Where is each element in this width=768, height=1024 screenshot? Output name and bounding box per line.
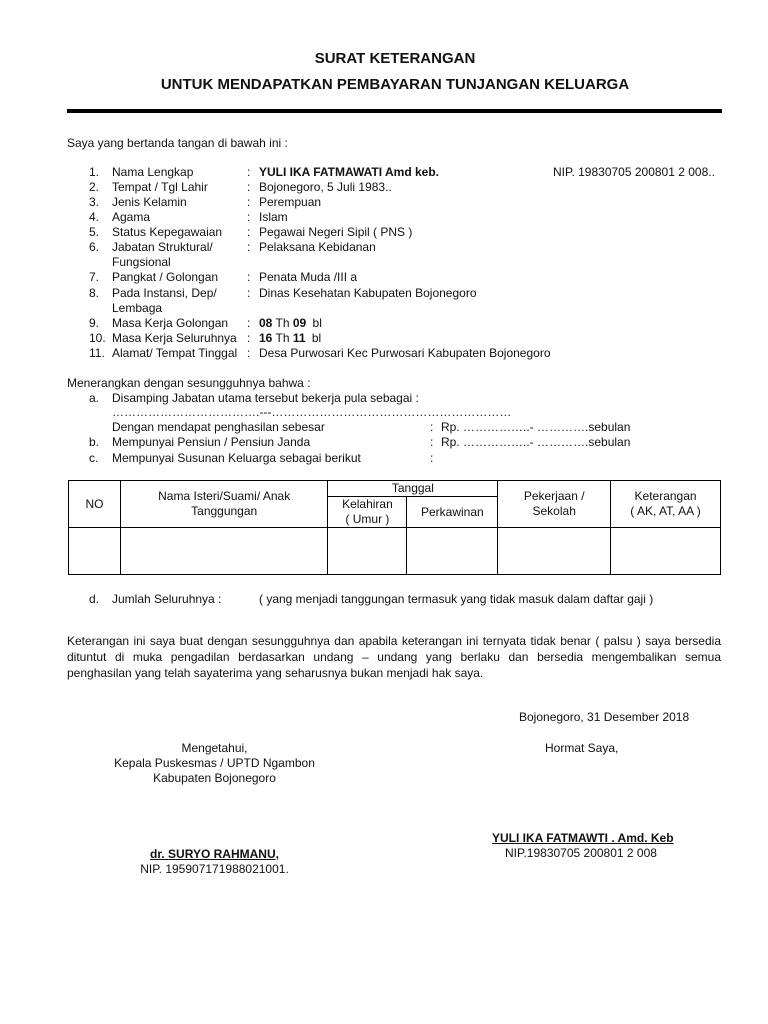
tenure-years: 16 [259, 331, 273, 345]
field-label: Alamat/ Tempat Tinggal [112, 346, 238, 360]
table-row [69, 528, 721, 575]
total-note: ( yang menjadi tanggungan termasuk yang tidak masuk dalam daftar gaji ) [259, 592, 654, 606]
table-cell [69, 528, 121, 575]
field-colon: : [247, 270, 251, 284]
tenure-months-unit: bl [311, 331, 322, 345]
acknowledged-label: Mengetahui, [181, 741, 248, 755]
field-colon: : [247, 210, 251, 224]
respect-label: Hormat Saya, [545, 741, 619, 755]
field-colon: : [247, 180, 251, 194]
col-kelahiran [328, 497, 407, 528]
field-label: Masa Kerja Seluruhnya [112, 331, 237, 345]
pension-value: Rp. ……………..- ………….sebulan [441, 435, 631, 449]
table-cell [120, 528, 328, 575]
field-number: 7. [89, 270, 100, 284]
item-d-letter: d. [89, 592, 100, 606]
tenure-months: 11 [292, 331, 306, 345]
col-keterangan [611, 481, 721, 528]
field-label: Tempat / Tgl Lahir [112, 180, 208, 194]
field-colon: : [247, 195, 251, 209]
head-region: Kabupaten Bojonegoro [153, 771, 276, 785]
field-number: 8. [89, 286, 100, 300]
left-signer-name: dr. SURYO RAHMANU, [150, 847, 279, 861]
statement-lead: Menerangkan dengan sesungguhnya bahwa : [67, 376, 311, 390]
field-nip: NIP. 19830705 200801 2 008.. [553, 165, 715, 179]
table-cell [498, 528, 611, 575]
field-label: Agama [112, 210, 151, 224]
field-label: Pada Instansi, Dep/ [112, 286, 217, 300]
field-value: Desa Purwosari Kec Purwosari Kabupaten Bojonegoro [259, 346, 551, 360]
field-value: Pelaksana Kebidanan [259, 240, 376, 254]
col-keterangan-line1: Keterangan [634, 489, 697, 503]
col-name [120, 481, 328, 528]
field-number: 9. [89, 316, 100, 330]
col-keterangan-line2: ( AK, AT, AA ) [630, 504, 701, 518]
document-subtitle: UNTUK MENDAPATKAN PEMBAYARAN TUNJANGAN KELUARGA [160, 76, 630, 93]
tenure-years-unit: Th [275, 331, 290, 345]
table-cell [611, 528, 721, 575]
field-number: 6. [89, 240, 100, 254]
col-pekerjaan [498, 481, 611, 528]
field-number: 5. [89, 225, 100, 239]
col-kelahiran-line2: ( Umur ) [345, 512, 390, 526]
intro-text: Saya yang bertanda tangan di bawah ini : [67, 136, 288, 150]
col-no: NO [69, 481, 121, 528]
field-colon: : [247, 225, 251, 239]
item-a-text: Disamping Jabatan utama tersebut bekerja pula sebagai : [112, 391, 419, 405]
field-value: Bojonegoro, 5 Juli 1983.. [259, 180, 392, 194]
field-label: Jabatan Struktural/ [112, 240, 213, 254]
table-cell [407, 528, 498, 575]
field-colon: : [247, 286, 251, 300]
col-pekerjaan-line2: Sekolah [532, 504, 576, 518]
left-signer-nip: NIP. 195907171988021001. [140, 862, 289, 876]
item-a-letter: a. [89, 391, 100, 405]
head-position: Kepala Puskesmas / UPTD Ngambon [114, 756, 315, 770]
item-b-text: Mempunyai Pensiun / Pensiun Janda [112, 435, 311, 449]
header-rule [67, 109, 722, 113]
income-label: Dengan mendapat penghasilan sebesar [112, 420, 325, 434]
field-value-tenure [259, 331, 321, 345]
col-kelahiran-line1: Kelahiran [342, 497, 393, 511]
tenure-months-unit: bl [312, 316, 322, 330]
item-b-letter: b. [89, 435, 100, 449]
field-label-cont: Lembaga [112, 301, 163, 315]
table-cell [328, 528, 407, 575]
field-number: 2. [89, 180, 100, 194]
table-header-row [69, 481, 721, 497]
pension-colon: : [430, 435, 434, 449]
family-table [68, 480, 721, 575]
place-date: Bojonegoro, 31 Desember 2018 [519, 710, 690, 724]
field-colon: : [247, 316, 251, 330]
field-value: Pegawai Negeri Sipil ( PNS ) [259, 225, 413, 239]
right-signer-nip: NIP.19830705 200801 2 008 [505, 846, 657, 860]
item-a-dots: ……………………………….---…………………………………………………… [112, 405, 512, 419]
col-name-line2: Tanggungan [191, 504, 258, 518]
field-label: Pangkat / Golongan [112, 270, 219, 284]
field-label: Nama Lengkap [112, 165, 194, 179]
field-label: Jenis Kelamin [112, 195, 187, 209]
closing-line-3: penghasilan yang telah sayaterima yang seharusnya bukan menjadi hak saya. [67, 666, 484, 680]
total-label: Jumlah Seluruhnya : [112, 592, 222, 606]
document-title: SURAT KETERANGAN [314, 50, 476, 67]
field-label-cont: Fungsional [112, 255, 171, 269]
field-number: 10. [89, 331, 106, 345]
item-c-text: Mempunyai Susunan Keluarga sebagai berikut [112, 451, 361, 465]
field-number: 11. [89, 346, 105, 360]
closing-line-2: dituntut di muka pengadilan berdasarkan undang – undang yang berlaku dan bersedia mengembalikan semua [67, 650, 721, 664]
field-number: 3. [89, 195, 100, 209]
field-colon: : [247, 331, 251, 345]
family-colon: : [430, 451, 434, 465]
field-value: Perempuan [259, 195, 322, 209]
col-pekerjaan-line1: Pekerjaan / [523, 489, 585, 503]
income-value: Rp. ……………..- ………….sebulan [441, 420, 631, 434]
field-value: Islam [259, 210, 288, 224]
field-colon: : [247, 240, 251, 254]
income-colon: : [430, 420, 434, 434]
tenure-years-unit: Th [275, 316, 290, 330]
item-c-letter: c. [89, 451, 99, 465]
field-number: 4. [89, 210, 100, 224]
right-signer-name: YULI IKA FATMAWTI . Amd. Keb [492, 831, 674, 845]
field-value-tenure [259, 316, 322, 330]
col-perkawinan: Perkawinan [407, 497, 498, 528]
col-name-line1: Nama Isteri/Suami/ Anak [158, 489, 291, 503]
col-tanggal: Tanggal [328, 481, 498, 497]
field-value: Penata Muda /III a [259, 270, 358, 284]
closing-line-1: Keterangan ini saya buat dengan sesungguhnya dan apabila keterangan ini ternyata tidak benar ( palsu ) saya bersedia [67, 634, 721, 648]
field-value-name: YULI IKA FATMAWATI Amd keb. [259, 165, 439, 179]
field-colon: : [247, 165, 251, 179]
tenure-years: 08 [259, 316, 273, 330]
field-label: Status Kepegawaian [112, 225, 223, 239]
field-value: Dinas Kesehatan Kabupaten Bojonegoro [259, 286, 477, 300]
field-number: 1. [89, 165, 100, 179]
field-colon: : [247, 346, 251, 360]
tenure-months: 09 [292, 316, 307, 330]
field-label: Masa Kerja Golongan [112, 316, 229, 330]
